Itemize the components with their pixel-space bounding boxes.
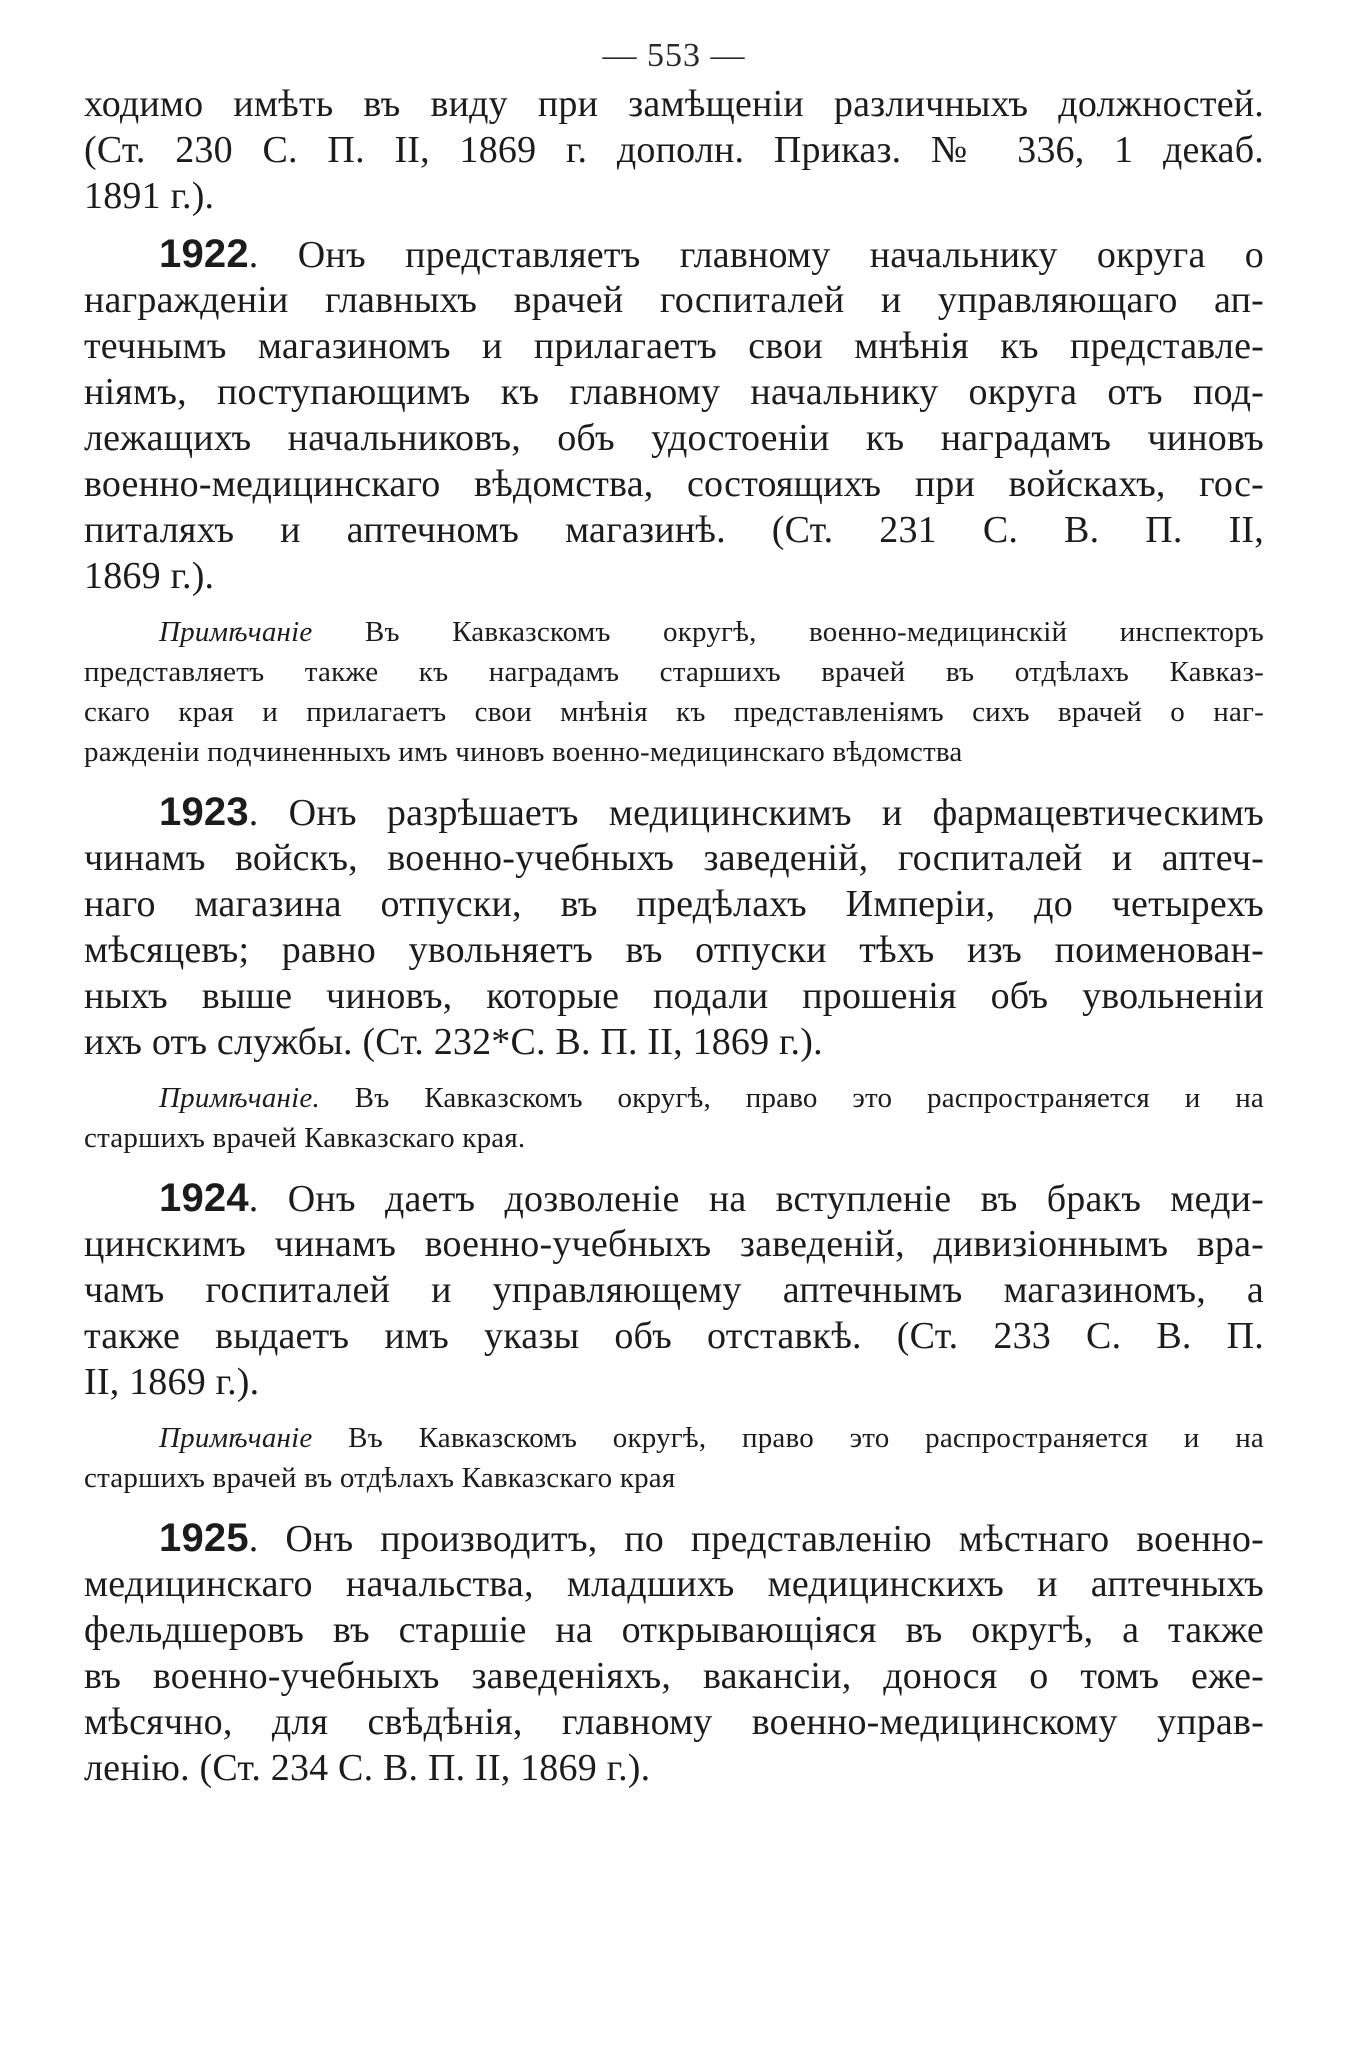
page-number: — 553 — — [602, 37, 746, 74]
article-1922 — [84, 232, 1264, 772]
article-number: 1922 — [159, 232, 249, 276]
text-line: также выдаетъ имъ указы объ отставкѣ. (Ст. 233 С. В. П. — [84, 1315, 1264, 1357]
note-first-line — [84, 612, 1264, 652]
text-line: 1891 г.). — [84, 175, 215, 217]
text-line: ленію. (Ст. 234 С. В. П. II, 1869 г.). — [84, 1747, 651, 1789]
article-note — [84, 1078, 1264, 1158]
article-number: 1923 — [159, 790, 249, 834]
text-line: награжденіи главныхъ врачей госпиталей и управляющаго ап- — [84, 279, 1264, 321]
text-line: военно-медицинскаго вѣдомства, состоящихъ при войскахъ, гос- — [84, 463, 1264, 505]
note-text: Въ Кавказскомъ округѣ, военно-медицинскій инспекторъ — [312, 616, 1264, 648]
text-line: мѣсячно, для свѣдѣнія, главному военно-медицинскому управ- — [84, 1701, 1264, 1743]
article-1924 — [84, 1176, 1264, 1498]
note-text: Въ Кавказскомъ округѣ, право это распространяется и на — [312, 1422, 1264, 1454]
text-line: въ военно-учебныхъ заведеніяхъ, вакансіи, донося о томъ еже- — [84, 1655, 1264, 1697]
text-line: 1869 г.). — [84, 555, 215, 597]
text-line: наго магазина отпуски, въ предѣлахъ Имперіи, до четырехъ — [84, 883, 1264, 925]
note-line: старшихъ врачей Кавказскаго края. — [84, 1122, 526, 1154]
article-number: 1924 — [159, 1176, 249, 1220]
text-line: чинамъ войскъ, военно-учебныхъ заведеній, госпиталей и аптеч- — [84, 837, 1264, 879]
note-line: представляетъ также къ наградамъ старшихъ врачей въ отдѣлахъ Кавказ- — [84, 656, 1264, 688]
note-line: скаго края и прилагаетъ свои мнѣнія къ представленіямъ сихъ врачей о наг- — [84, 696, 1264, 728]
text-line: ихъ отъ службы. (Ст. 232*С. В. П. II, 1869 г.). — [84, 1021, 823, 1063]
note-label: Примѣчаніе — [159, 616, 313, 648]
text-line: фельдшеровъ въ старшіе на открывающіяся въ округѣ, а также — [84, 1609, 1264, 1651]
text-line: ніямъ, поступающимъ къ главному начальнику округа отъ под- — [84, 371, 1264, 413]
article-1923 — [84, 790, 1264, 1158]
text-line: цинскимъ чинамъ военно-учебныхъ заведеній, дивизіоннымъ вра- — [84, 1223, 1264, 1265]
article-text: . Онъ даетъ дозволеніе на вступленіе въ бракъ меди- — [248, 1178, 1264, 1220]
note-text: Въ Кавказскомъ округѣ, право это распространяется и на — [319, 1082, 1264, 1114]
text-line: течнымъ магазиномъ и прилагаетъ свои мнѣнія къ представле- — [84, 325, 1264, 367]
text-line: мѣсяцевъ; равно увольняетъ въ отпуски тѣхъ изъ поименован- — [84, 929, 1264, 971]
article-text: . Онъ разрѣшаетъ медицинскимъ и фармацевтическимъ — [248, 792, 1264, 834]
note-first-line — [84, 1078, 1264, 1118]
article-1925 — [84, 1516, 1264, 1790]
article-first-line — [84, 1516, 1264, 1560]
note-label: Примѣчаніе. — [159, 1082, 320, 1114]
text-line: II, 1869 г.). — [84, 1361, 260, 1403]
note-first-line — [84, 1418, 1264, 1458]
text-line: питаляхъ и аптечномъ магазинѣ. (Ст. 231 С. В. П. II, — [84, 509, 1264, 551]
document-page — [84, 30, 1264, 1792]
text-line: ныхъ выше чиновъ, которые подали прошенія объ увольненіи — [84, 975, 1264, 1017]
text-line: чамъ госпиталей и управляющему аптечнымъ магазиномъ, а — [84, 1269, 1264, 1311]
note-label: Примѣчаніе — [159, 1422, 313, 1454]
note-line: старшихъ врачей въ отдѣлахъ Кавказскаго края — [84, 1462, 676, 1494]
text-line: (Ст. 230 С. П. II, 1869 г. дополн. Приказ. № 336, 1 декаб. — [84, 129, 1264, 171]
note-line: ражденіи подчиненныхъ имъ чиновъ военно-медицинскаго вѣдомства — [84, 736, 963, 768]
text-line: медицинскаго начальства, младшихъ медицинскихъ и аптечныхъ — [84, 1563, 1264, 1605]
article-note — [84, 1418, 1264, 1498]
text-line: лежащихъ начальниковъ, объ удостоеніи къ наградамъ чиновъ — [84, 417, 1264, 459]
article-first-line — [84, 1176, 1264, 1220]
article-note — [84, 612, 1264, 772]
intro-paragraph — [84, 82, 1264, 218]
article-text: . Онъ производитъ, по представленію мѣстнаго военно- — [248, 1518, 1264, 1560]
article-number: 1925 — [159, 1516, 249, 1560]
article-text: . Онъ представляетъ главному начальнику округа о — [248, 234, 1264, 276]
article-first-line — [84, 232, 1264, 276]
article-first-line — [84, 790, 1264, 834]
text-line: ходимо имѣть въ виду при замѣщеніи различныхъ должностей. — [84, 83, 1264, 125]
